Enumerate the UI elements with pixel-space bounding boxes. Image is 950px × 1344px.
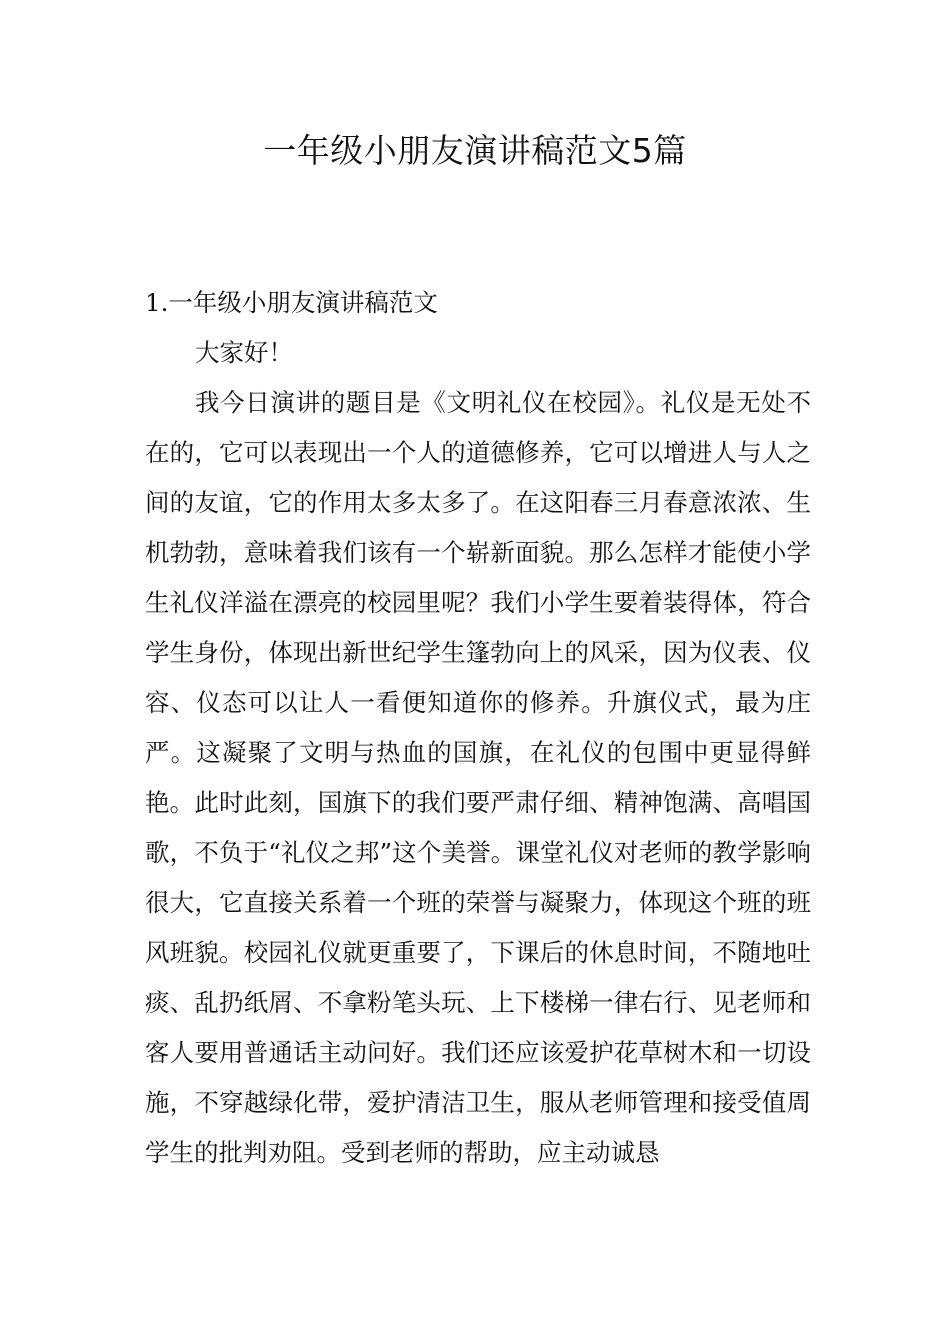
document-title: 一年级小朋友演讲稿范文5篇 <box>263 131 687 170</box>
document-body <box>145 278 811 1178</box>
body-paragraph: 我今日演讲的题目是《文明礼仪在校园》。礼仪是无处不在的，它可以表现出一个人的道德修养，它可以增进人与人之间的友谊，它的作用太多太多了。在这阳春三月春意浓浓、生机勃勃，意味着我们该有一个崭新面貌。那么怎样才能使小学生礼仪洋溢在漂亮的校园里呢？我们小学生要着装得体，符合学生身份，体现出新世纪学生篷勃向上的风采，因为仪表、仪容、仪态可以让人一看便知道你的修养。升旗仪式，最为庄严。这凝聚了文明与热血的国旗，在礼仪的包围中更显得鲜艳。此时此刻，国旗下的我们要严肃仔细、精神饱满、高唱国歌，不负于“礼仪之邦”这个美誉。课堂礼仪对老师的教学影响很大，它直接关系着一个班的荣誉与凝聚力，体现这个班的班风班貌。校园礼仪就更重要了，下课后的休息时间，不随地吐痰、乱扔纸屑、不拿粉笔头玩、上下楼梯一律右行、见老师和客人要用普通话主动问好。我们还应该爱护花草树木和一切设施，不穿越绿化带，爱护清洁卫生，服从老师管理和接受值周学生的批判劝阻。受到老师的帮助，应主动诚恳 <box>145 388 811 1167</box>
greeting-line: 大家好！ <box>195 338 293 367</box>
section-heading: 1.一年级小朋友演讲稿范文 <box>145 288 438 317</box>
